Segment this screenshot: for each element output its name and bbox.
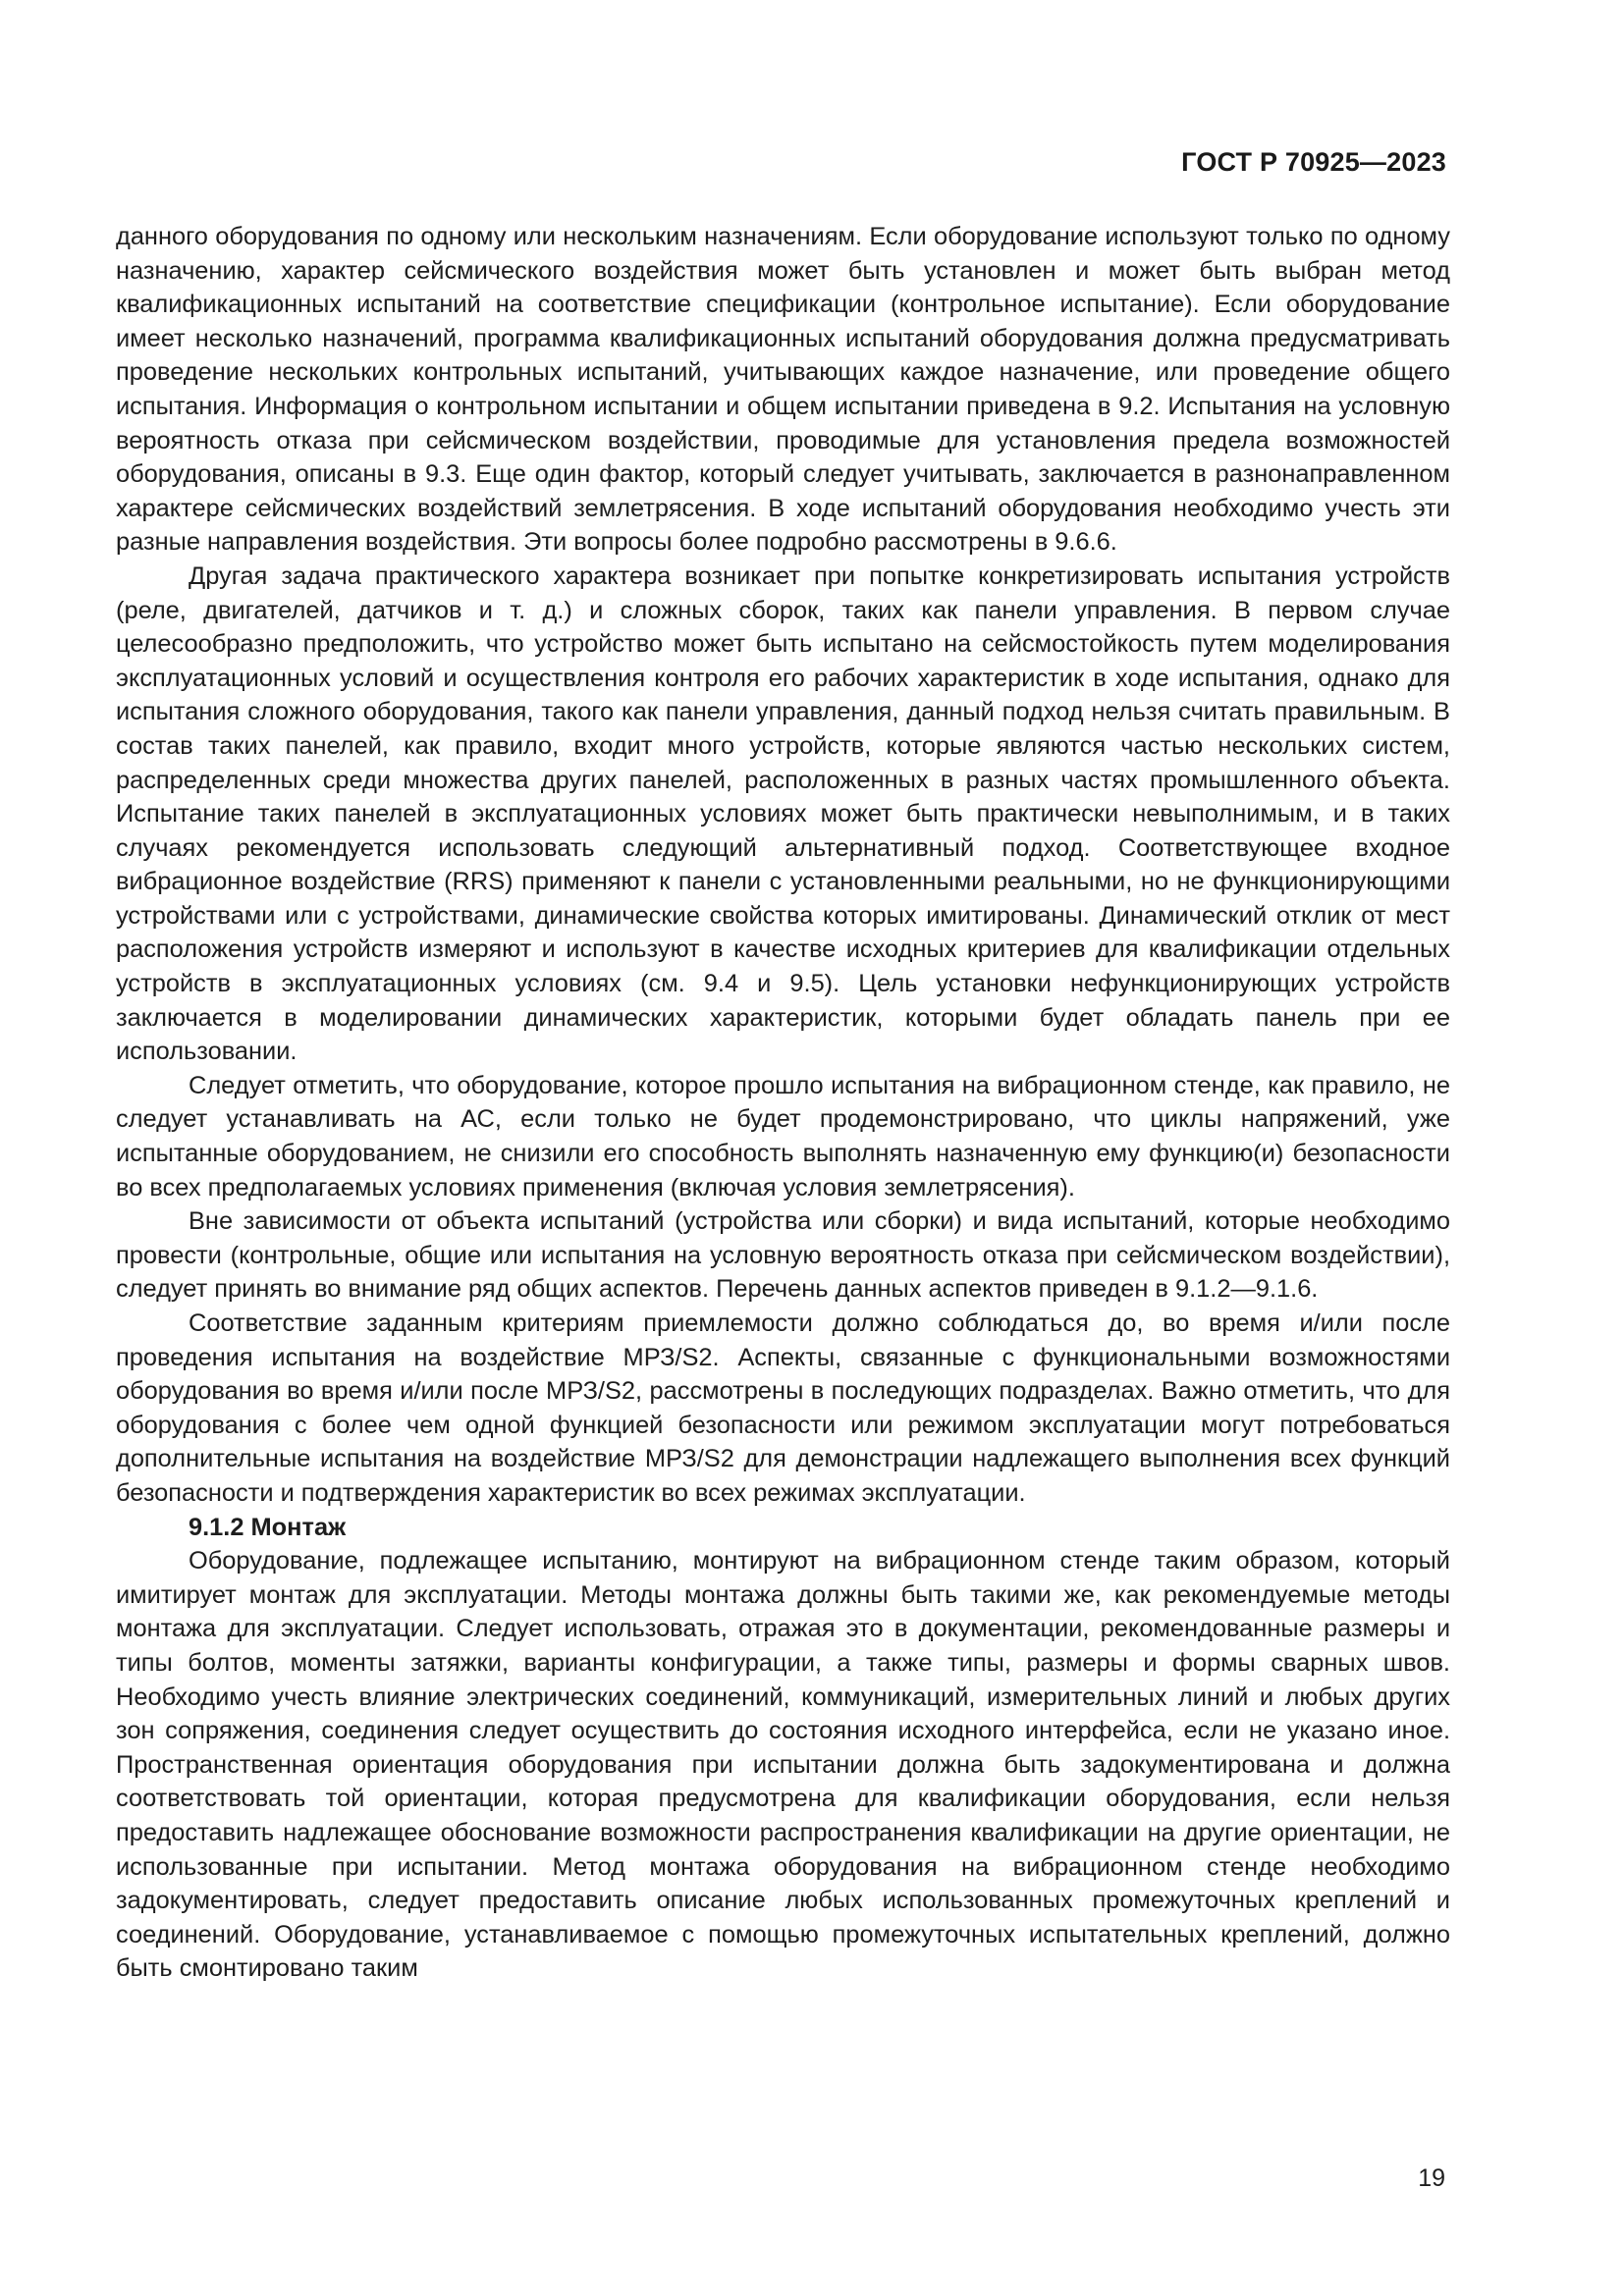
paragraph-mounting: Оборудование, подлежащее испытанию, монтируют на вибрационном стенде таким образом, который имитирует монтаж для эксплуатации. Методы монтажа должны быть такими же, как рекомендуемые методы монтажа для эксплуатации. Следует использовать, отражая это в документации, рекомендованные размеры и типы болтов, моменты затяжки, варианты конфигурации, а также типы, размеры и формы сварных швов. Необходимо учесть влияние электрических соединений, коммуникаций, измерительных линий и любых других зон сопряжения, соединения следует осуществить до состояния исходного интерфейса, если не указано иное. Пространственная ориентация оборудования при испытании должна быть задокументирована и должна соответствовать той ориентации, которая предусмотрена для квалификации оборудования, если нельзя предоставить надлежащее обоснование возможности распространения квалификации на другие ориентации, не использованные при испытании. Метод монтажа оборудования на вибрационном стенде необходимо задокументировать, следует предоставить описание любых использованных промежуточных креплений и соединений. Оборудование, устанавливаемое с помощью промежуточных испытательных креплений, должно быть смонтировано таким [116,1547,1450,1983]
standard-code-header: ГОСТ Р 70925—2023 [1181,147,1446,177]
paragraph-vibration-stand-note: Следует отметить, что оборудование, которое прошло испытания на вибрационном стенде, как правило, не следует устанавливать на АС, если только не будет продемонстрировано, что циклы напряжений, уже испытанные оборудованием, не снизили его способность выполнять назначенную ему функцию(и) безопасности во всех предполагаемых условиях применения (включая условия землетрясения). [116,1071,1450,1201]
section-heading-mounting: 9.1.2 Монтаж [189,1513,347,1541]
page-number: 19 [1418,2164,1445,2192]
paragraph-acceptance-criteria: Соответствие заданным критериям приемлемости должно соблюдаться до, во время и/или после проведения испытания на воздействие МРЗ/S2. Аспекты, связанные с функциональными возможностями оборудования во время и/или после МРЗ/S2, рассмотрены в последующих подразделах. Важно отметить, что для оборудования с более чем одной функцией безопасности или режимом эксплуатации могут потребоваться дополнительные испытания на воздействие МРЗ/S2 для демонстрации надлежащего выполнения всех функций безопасности и подтверждения характеристик во всех режимах эксплуатации. [116,1309,1450,1507]
paragraph-test-practical-task: Другая задача практического характера возникает при попытке конкретизировать испытания устройств (реле, двигателей, датчиков и т. д.) и сложных сборок, таких как панели управления. В первом случае целесообразно предположить, что устройство может быть испытано на сейсмостойкость путем моделирования эксплуатационных условий и осуществления контроля его рабочих характеристик в ходе испытания, однако для испытания сложного оборудования, такого как панели управления, данный подход нельзя считать правильным. В состав таких панелей, как правило, входит много устройств, которые являются частью нескольких систем, распределенных среди множества других панелей, расположенных в разных частях промышленного объекта. Испытание таких панелей в эксплуатационных условиях может быть практически невыполнимым, и в таких случаях рекомендуется использовать следующий альтернативный подход. Соответствующее входное вибрационное воздействие (RRS) применяют к панели с установленными реальными, но не функционирующими устройствами или с устройствами, динамические свойства которых имитированы. Динамический отклик от мест расположения устройств измеряют и используют в качестве исходных критериев для квалификации отдельных устройств в эксплуатационных условиях (см. 9.4 и 9.5). Цель установки нефункционирующих устройств заключается в моделировании динамических характеристик, которыми будет обладать панель при ее использовании. [116,561,1450,1066]
paragraph-general-aspects: Вне зависимости от объекта испытаний (устройства или сборки) и вида испытаний, которые необходимо провести (контрольные, общие или испытания на условную вероятность отказа при сейсмическом воздействии), следует принять во внимание ряд общих аспектов. Перечень данных аспектов приведен в 9.1.2—9.1.6. [116,1207,1450,1304]
paragraph-continuation: данного оборудования по одному или нескольким назначениям. Если оборудование используют только по одному назначению, характер сейсмического воздействия может быть установлен и может быть выбран метод квалификационных испытаний на соответствие спецификации (контрольное испытание). Если оборудование имеет несколько назначений, программа квалификационных испытаний оборудования должна предусматривать проведение нескольких контрольных испытаний, учитывающих каждое назначение, или проведение общего испытания. Информация о контрольном испытании и общем испытании приведена в 9.2. Испытания на условную вероятность отказа при сейсмическом воздействии, проводимые для установления предела возможностей оборудования, описаны в 9.3. Еще один фактор, который следует учитывать, заключается в разнонаправленном характере сейсмических воздействий землетрясения. В ходе испытаний оборудования необходимо учесть эти разные направления воздействия. Эти вопросы более подробно рассмотрены в 9.6.6. [116,223,1450,557]
document-body [116,220,1450,1986]
